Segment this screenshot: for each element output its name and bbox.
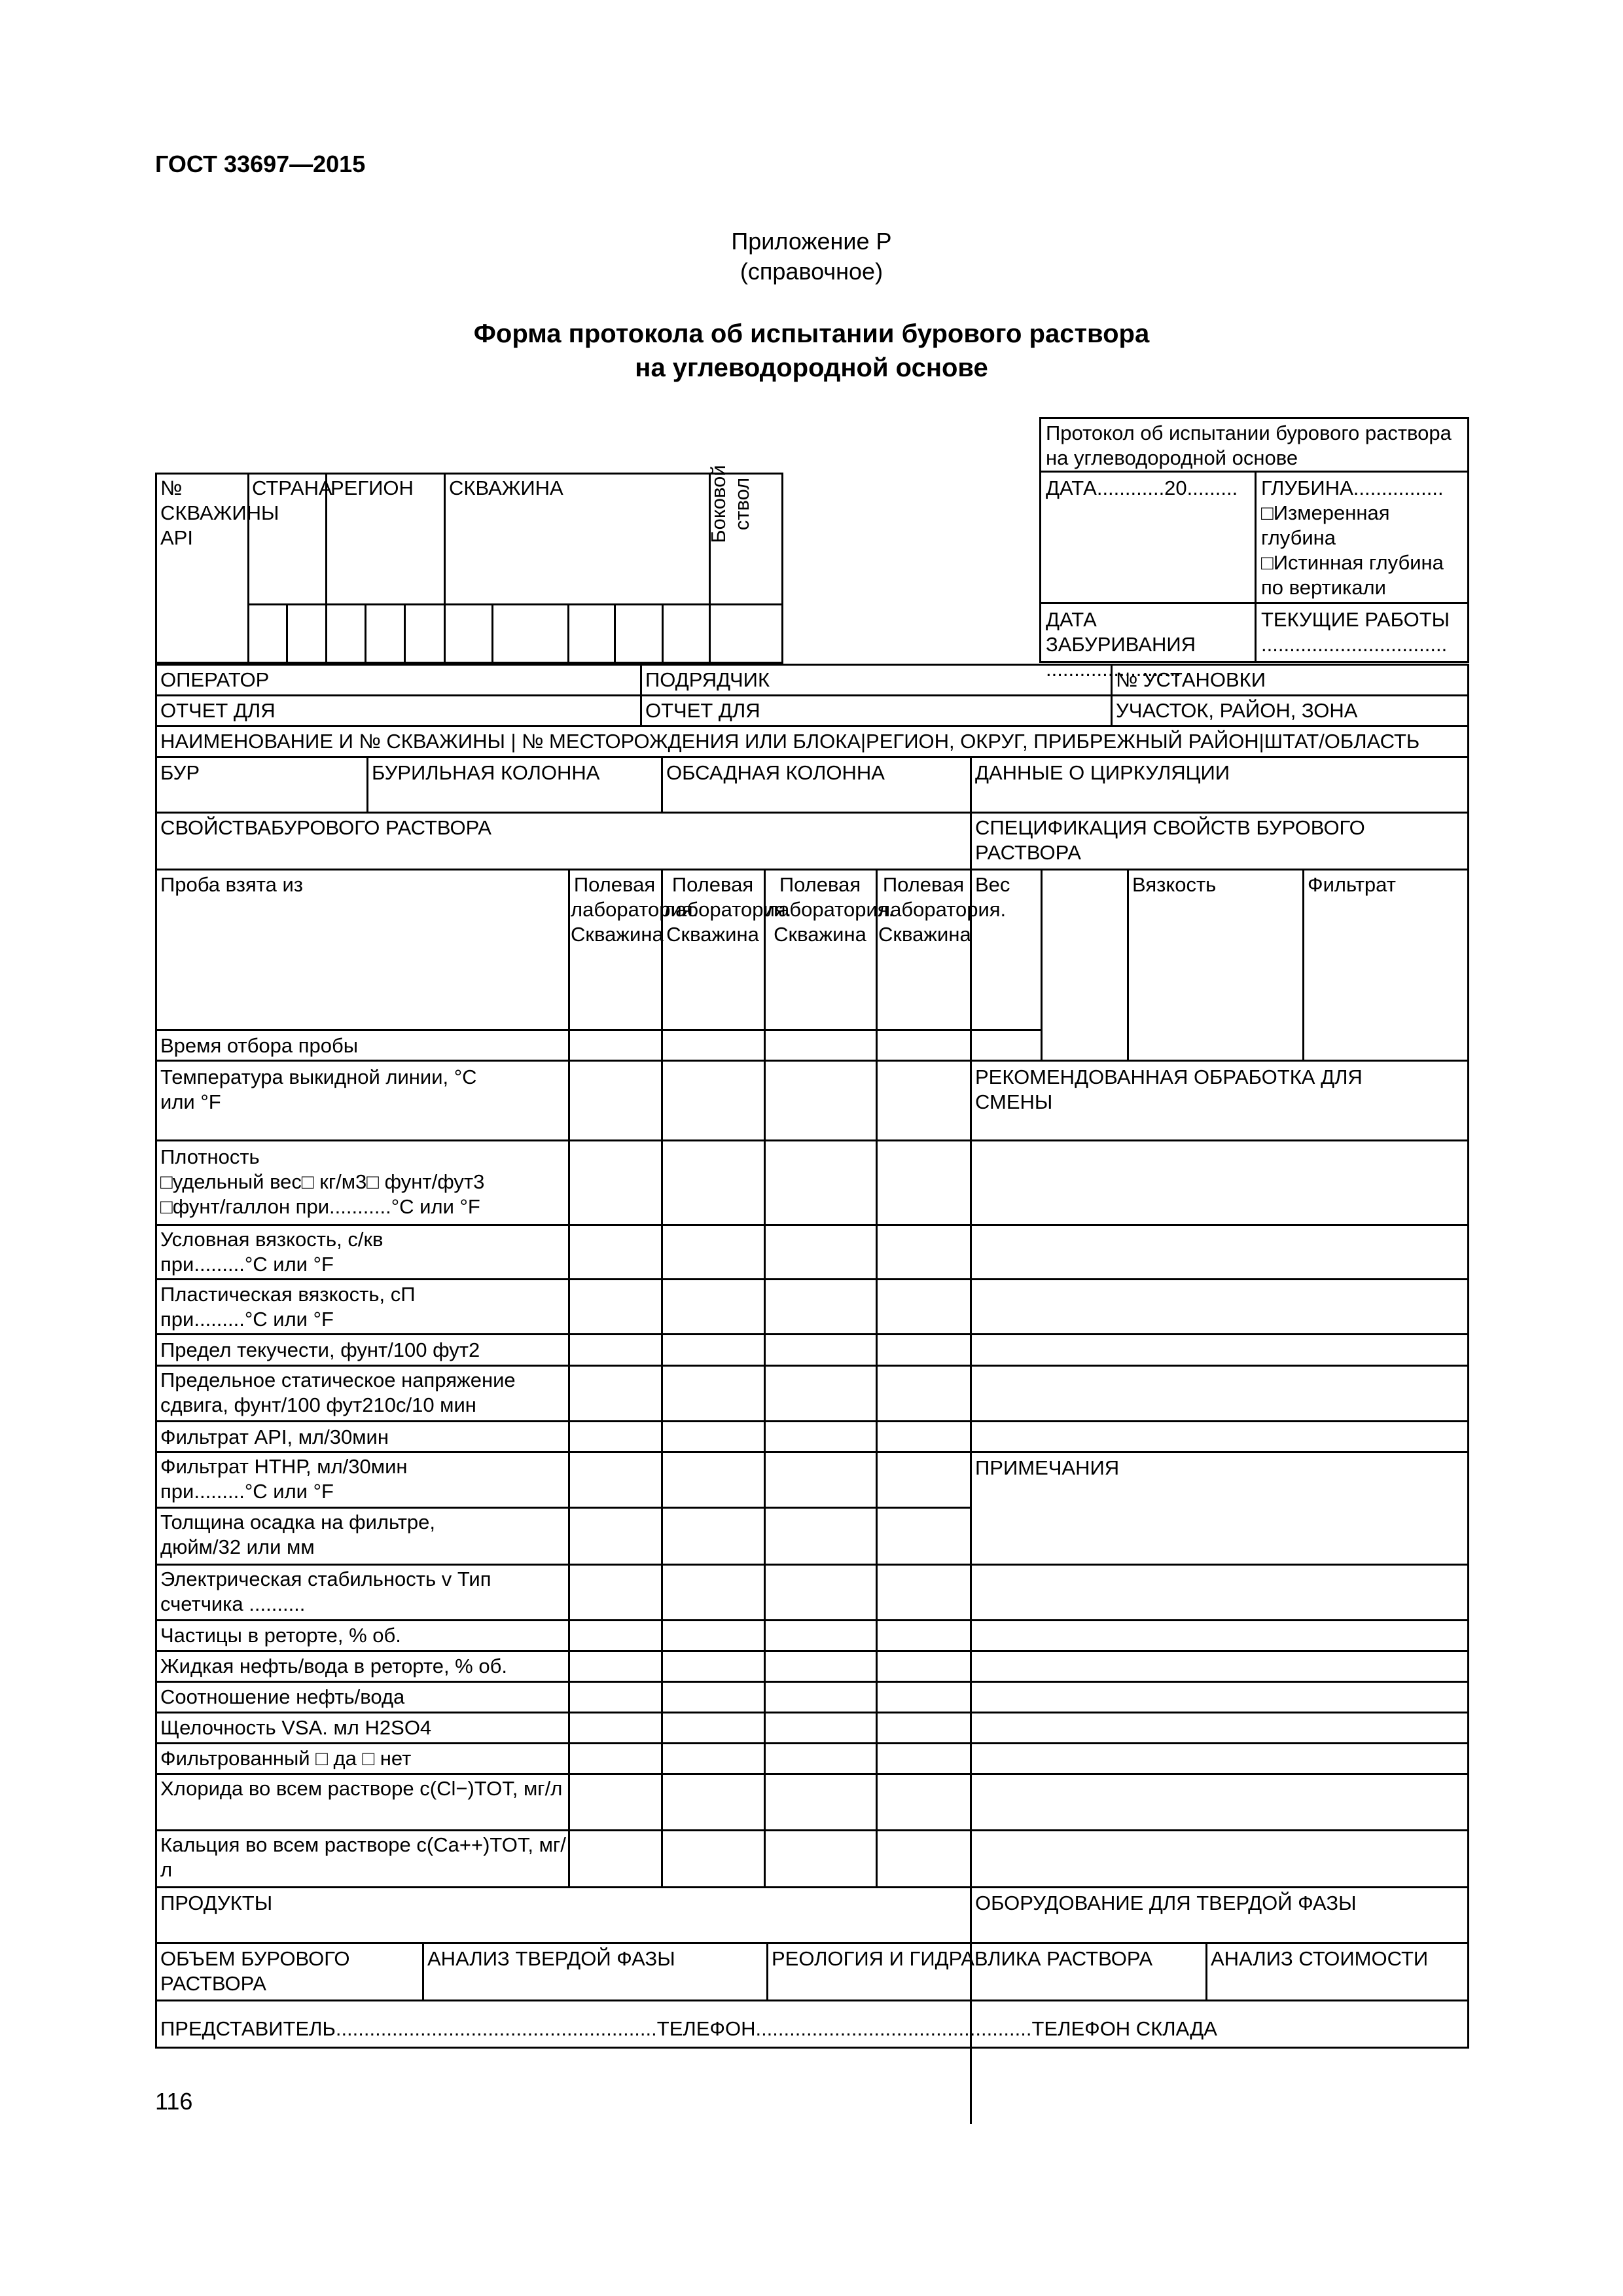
prop-hthp-filtrate: Фильтрат НТНР, мл/30мин при.........°С или °F [160, 1455, 408, 1503]
country-label: СТРАНА [252, 476, 332, 499]
operator-field[interactable]: ОПЕРАТОР [160, 668, 270, 691]
appendix-title: Приложение Р [731, 228, 892, 255]
solids-analysis-label: АНАЛИЗ ТВЕРДОЙ ФАЗЫ [427, 1947, 675, 1970]
measured-depth-option[interactable]: □Измеренная глубина [1261, 501, 1390, 549]
prop-retort-solids: Частицы в реторте, % об. [160, 1624, 401, 1647]
prop-funnel-viscosity: Условная вязкость, с/кв при.........°С или °F [160, 1228, 383, 1276]
form-title-line2: на углеводородной основе [635, 353, 988, 382]
region-label: РЕГИОН [330, 476, 414, 499]
properties-title: СВОЙСТВАБУРОВОГО РАСТВОРА [160, 816, 491, 839]
sample-col-2: Полевая лаборатория. Скважина [664, 873, 792, 946]
representative-row[interactable]: ПРЕДСТАВИТЕЛЬ.........................................................ТЕЛЕФОН.................................................ТЕЛЕФОН СКЛАДА [160, 2017, 1217, 2040]
prop-calcium: Кальция во всем растворе с(Ca++)TOT, мг/л [160, 1833, 566, 1881]
prop-alkalinity: Щелочность VSA. мл H2SO4 [160, 1716, 432, 1739]
circulation-field[interactable]: ДАННЫЕ О ЦИРКУЛЯЦИИ [975, 761, 1230, 784]
sample-col-1: Полевая лаборатория. Скважина [571, 873, 699, 946]
api-well-number: № СКВАЖИНЫ API [160, 476, 279, 549]
depth-field[interactable] [1261, 476, 1465, 600]
prop-density-units: □удельный вес□ кг/м3□ фунт/фут3 [160, 1170, 485, 1193]
prop-filtered: Фильтрованный □ да □ нет [160, 1747, 412, 1770]
appendix-heading [0, 226, 1623, 287]
prop-density-temp: □фунт/галлон при...........°С или °F [160, 1195, 480, 1218]
prop-chlorides: Хлорида во всем растворе с(Cl−)TOT, мг/л [160, 1777, 563, 1800]
appendix-note: (справочное) [740, 258, 883, 285]
rig-number-field[interactable]: № УСТАНОВКИ [1116, 668, 1266, 691]
prop-yield-point: Предел текучести, фунт/100 фут2 [160, 1338, 480, 1361]
spec-title: СПЕЦИФИКАЦИЯ СВОЙСТВ БУРОВОГО РАСТВОРА [975, 816, 1365, 864]
spec-weight: Вес [975, 873, 1010, 896]
well-label: СКВАЖИНА [449, 476, 563, 499]
prop-flowline-temp: Температура выкидной линии, °С или °F [160, 1066, 477, 1113]
true-depth-option[interactable]: □Истинная глубина по вертикали [1261, 551, 1444, 599]
prop-oil-water-ratio: Соотношение нефть/вода [160, 1685, 405, 1708]
prop-plastic-viscosity: Пластическая вязкость, сП при.........°С или °F [160, 1283, 416, 1331]
cost-analysis-label: АНАЛИЗ СТОИМОСТИ [1211, 1947, 1429, 1970]
prop-retort-oil-water: Жидкая нефть/вода в реторте, % об. [160, 1655, 507, 1677]
names-row[interactable]: НАИМЕНОВАНИЕ И № СКВАЖИНЫ | № МЕСТОРОЖДЕНИЯ ИЛИ БЛОКА|РЕГИОН, ОКРУГ, ПРИБРЕЖНЫЙ РАЙОН|ШТАТ/ОБЛАСТЬ [160, 730, 1420, 753]
sample-col-3: Полевая лаборатория. Скважина [766, 873, 895, 946]
prop-cake-thickness: Толщина осадка на фильтре, дюйм/32 или мм [160, 1511, 436, 1558]
prop-api-filtrate: Фильтрат API, мл/30мин [160, 1426, 389, 1448]
prop-sample-time: Время отбора пробы [160, 1034, 359, 1057]
spec-filtrate: Фильтрат [1308, 873, 1396, 896]
form-title [0, 317, 1623, 385]
bit-field[interactable]: БУР [160, 761, 200, 784]
remarks-label: ПРИМЕЧАНИЯ [975, 1456, 1120, 1479]
solids-equipment-label: ОБОРУДОВАНИЕ ДЛЯ ТВЕРДОЙ ФАЗЫ [975, 1892, 1357, 1914]
drill-string-field[interactable]: БУРИЛЬНАЯ КОЛОННА [372, 761, 600, 784]
protocol-title: Протокол об испытании бурового раствора на углеводородной основе [1046, 422, 1452, 469]
sample-col-4: Полевая лаборатория. Скважина [878, 873, 1007, 946]
rheology-label: РЕОЛОГИЯ И ГИДРАВЛИКА РАСТВОРА [772, 1947, 1153, 1970]
prop-gel-strength: Предельное статическое напряжение сдвига, фунт/100 фут210с/10 мин [160, 1369, 516, 1416]
report-for-field-2[interactable]: ОТЧЕТ ДЛЯ [645, 699, 760, 722]
sidetrack-label: Боковой ствол [707, 465, 753, 543]
area-field[interactable]: УЧАСТОК, РАЙОН, ЗОНА [1116, 699, 1358, 722]
mud-volume-label: ОБЪЕМ БУРОВОГО РАСТВОРА [160, 1947, 350, 1995]
document-header: ГОСТ 33697—2015 [155, 151, 366, 177]
prop-density: Плотность [160, 1145, 260, 1168]
prop-electrical-stability: Электрическая стабильность v Тип счетчика .......... [160, 1568, 491, 1615]
depth-label: ГЛУБИНА................ [1261, 476, 1444, 499]
contractor-field[interactable]: ПОДРЯДЧИК [645, 668, 770, 691]
products-label: ПРОДУКТЫ [160, 1892, 273, 1914]
spec-viscosity: Вязкость [1132, 873, 1217, 896]
treatment-label: РЕКОМЕНДОВАННАЯ ОБРАБОТКА ДЛЯ СМЕНЫ [975, 1066, 1363, 1113]
casing-field[interactable]: ОБСАДНАЯ КОЛОННА [666, 761, 885, 784]
spud-date-field[interactable]: ДАТА ЗАБУРИВАНИЯ ........................ [1046, 608, 1196, 681]
page-number: 116 [155, 2088, 193, 2115]
report-for-field-1[interactable]: ОТЧЕТ ДЛЯ [160, 699, 276, 722]
date-field[interactable]: ДАТА............20......... [1046, 476, 1238, 499]
form-title-line1: Форма протокола об испытании бурового раствора [473, 319, 1150, 348]
sample-from-label: Проба взята из [160, 873, 304, 896]
current-ops-field[interactable]: ТЕКУЩИЕ РАБОТЫ ................................. [1261, 608, 1450, 656]
